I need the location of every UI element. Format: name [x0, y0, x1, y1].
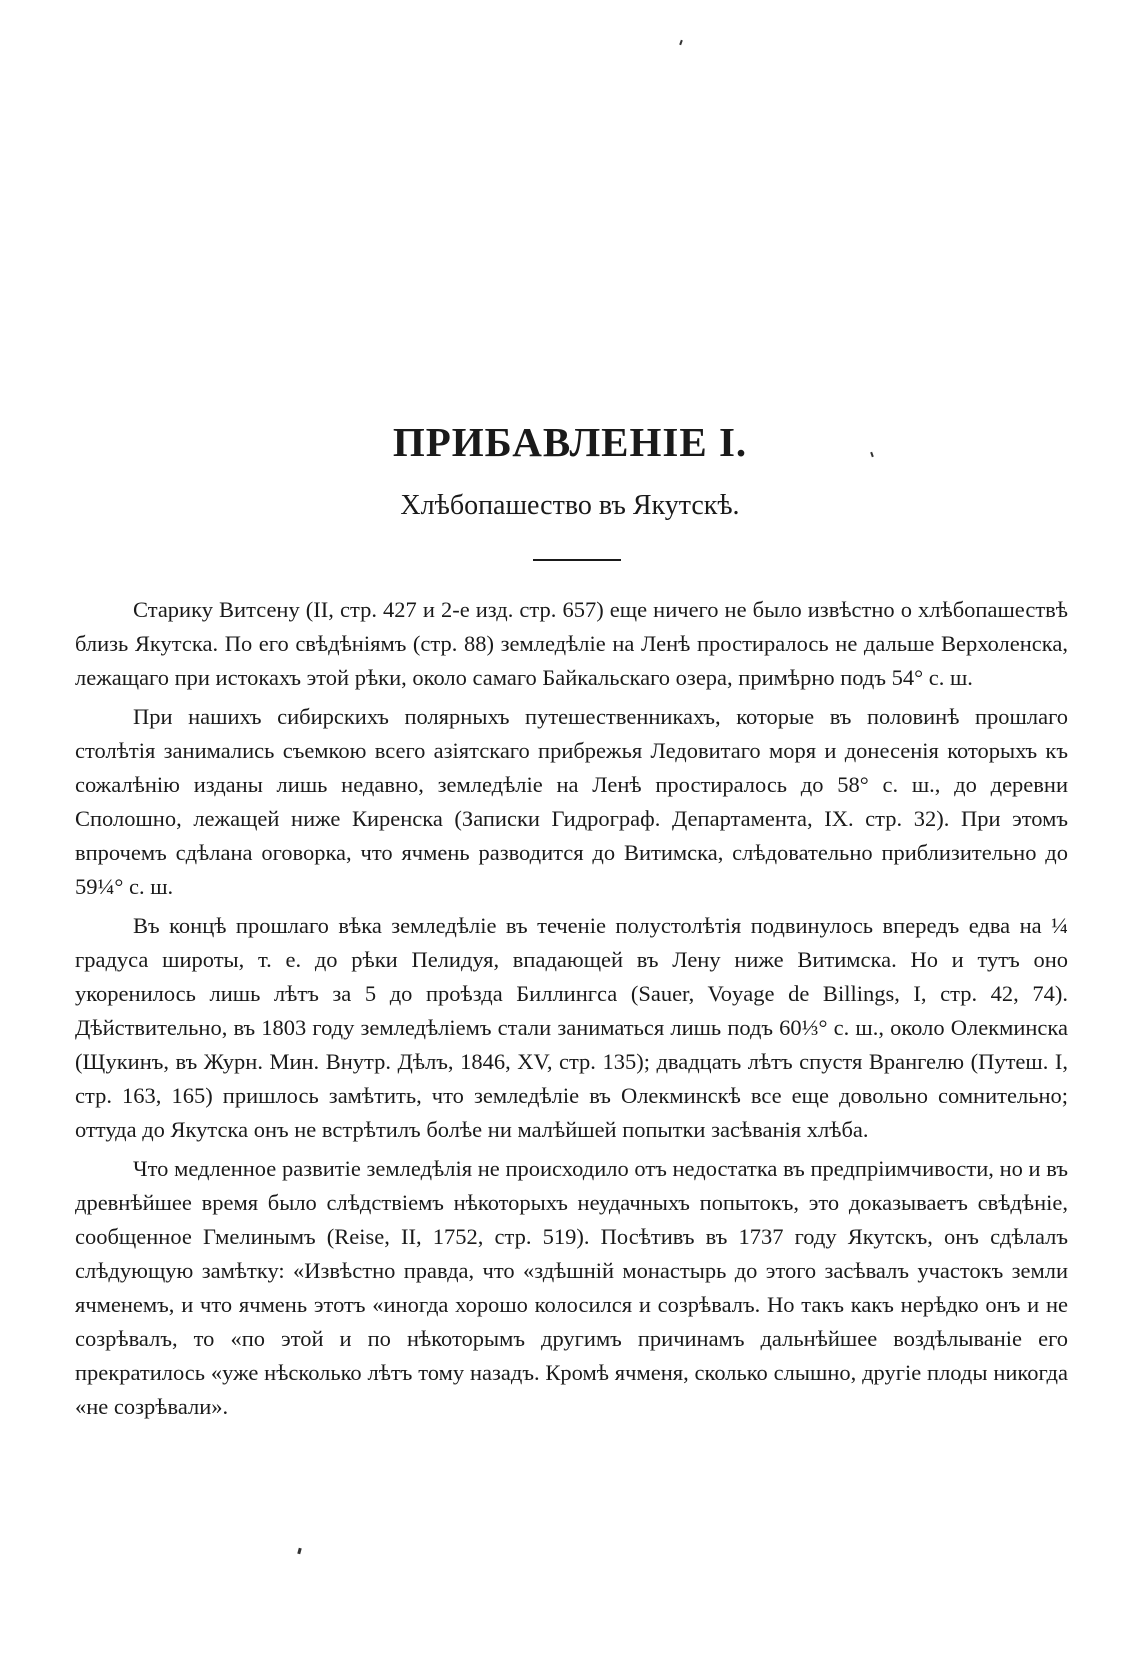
paragraph: Что медленное развитіе земледѣлія не происходило отъ недостатка въ предпріимчивости, но и въ древнѣйшее время было слѣдствіемъ нѣкоторыхъ неудачныхъ попытокъ, это доказываетъ свѣдѣніе, сообщенное Гмелинымъ (Reise, II, 1752, стр. 519). Посѣтивъ въ 1737 году Якутскъ, онъ сдѣлалъ слѣдующую замѣтку: «Извѣстно правда, что «здѣшній монастырь до этого засѣвалъ участокъ земли ячменемъ, и что ячмень этотъ «иногда хорошо колосился и созрѣвалъ. Но такъ какъ нерѣдко онъ и не созрѣвалъ, то «по этой и по нѣкоторымъ другимъ причинамъ дальнѣйшее воздѣлываніе его прекратилось «уже нѣсколько лѣтъ тому назадъ. Кромѣ ячменя, сколько слышно, другіе плоды никогда «не созрѣвали». — [75, 1156, 1068, 1419]
title-divider — [533, 559, 621, 561]
appendix-subtitle: Хлѣбопашество въ Якутскѣ. — [400, 490, 740, 521]
scan-speck — [679, 40, 683, 45]
appendix-title: ПРИБАВЛЕНІЕ I. — [392, 419, 748, 465]
paragraph: Старику Витсену (II, стр. 427 и 2-е изд. стр. 657) еще ничего не было извѣстно о хлѣбопашествѣ близь Якутска. По его свѣдѣніямъ (стр. 88) земледѣліе на Ленѣ простиралось не дальше Верхоленска, лежащаго при истокахъ этой рѣки, около самаго Байкальскаго озера, примѣрно подъ 54° с. ш. — [75, 597, 1068, 690]
scan-speck — [297, 1548, 301, 1555]
paragraph: Въ концѣ прошлаго вѣка земледѣліе въ теченіе полустолѣтія подвинулось впередъ едва на ¼ градуса широты, т. е. до рѣки Пелидуя, впадающей въ Лену ниже Витимска. Но и тутъ оно укоренилось лишь лѣтъ за 5 до проѣзда Биллингса (Sauer, Voyage de Billings, I, стр. 42, 74). Дѣйствительно, въ 1803 году земледѣліемъ стали заниматься лишь подъ 60⅓° с. ш., около Олекминска (Щукинъ, въ Журн. Мин. Внутр. Дѣлъ, 1846, XV, стр. 135); двадцать лѣтъ спустя Врангелю (Путеш. I, стр. 163, 165) пришлось замѣтить, что земледѣліе въ Олекминскѣ все еще довольно сомнительно; оттуда до Якутска онъ не встрѣтилъ болѣе ни малѣйшей попытки засѣванія хлѣба. — [75, 913, 1068, 1142]
body-text — [75, 593, 1068, 1429]
paragraph: При нашихъ сибирскихъ полярныхъ путешественникахъ, которые въ половинѣ прошлаго столѣтія занимались съемкою всего азіятскаго прибрежья Ледовитаго моря и донесенія которыхъ къ сожалѣнію изданы лишь недавно, земледѣліе на Ленѣ простиралось до 58° с. ш., до деревни Сполошно, лежащей ниже Киренска (Записки Гидрограф. Департамента, IX. стр. 32). При этомъ впрочемъ сдѣлана оговорка, что ячмень разводится до Витимска, слѣдовательно приблизительно до 59¼° с. ш. — [75, 704, 1068, 899]
